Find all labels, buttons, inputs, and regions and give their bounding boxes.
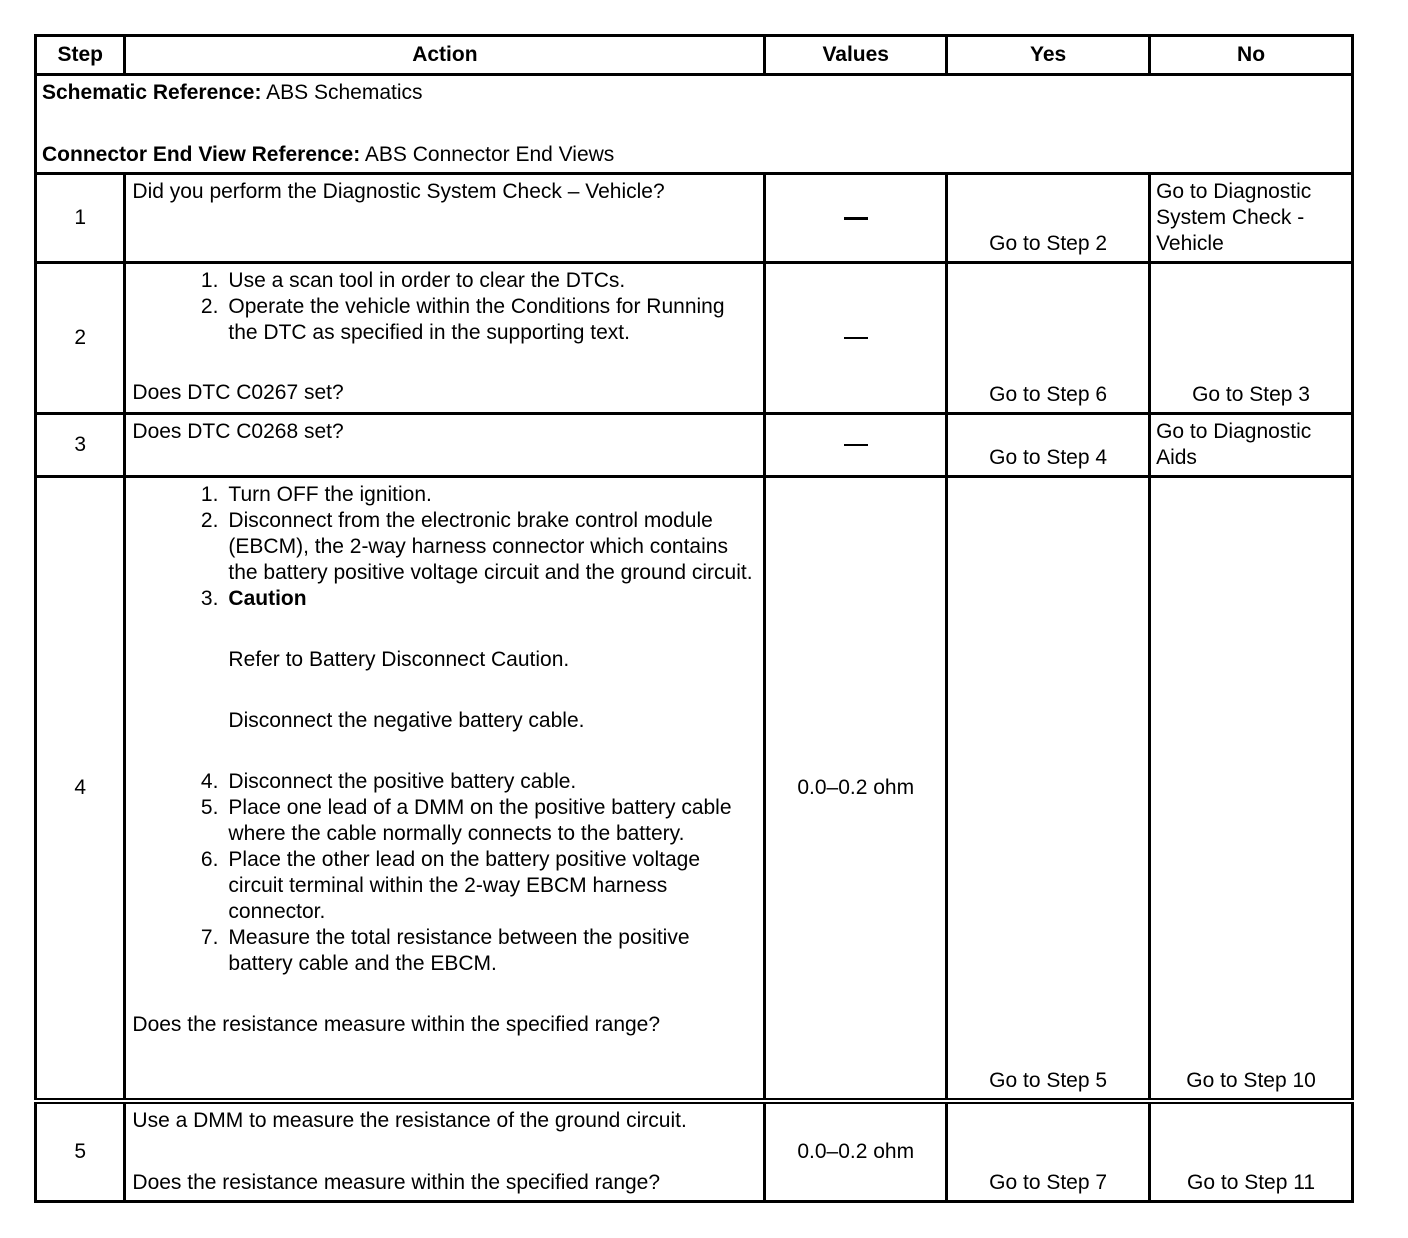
- values-cell: [765, 1101, 947, 1202]
- step-number: 1: [36, 174, 125, 263]
- yes-link[interactable]: Go to Step 5: [989, 1069, 1108, 1092]
- table-row: [36, 414, 1353, 477]
- no-link[interactable]: Go to Diagnostic System Check - Vehicle: [1156, 180, 1312, 255]
- step-number: 4: [36, 477, 125, 1102]
- yes-link[interactable]: Go to Step 7: [989, 1171, 1108, 1194]
- header-action: Action: [125, 36, 765, 75]
- schematic-reference-link[interactable]: ABS Schematics: [261, 81, 423, 104]
- list-item: [132, 925, 757, 977]
- schematic-reference: [42, 80, 1346, 106]
- list-item-text: Place the other lead on the battery positive voltage circuit terminal within the 2-way EBCM harness connector.: [228, 848, 701, 923]
- caution-label: Caution: [228, 587, 307, 610]
- caution-text[interactable]: Refer to Battery Disconnect Caution.: [228, 648, 570, 671]
- no-cell: [1150, 414, 1353, 477]
- list-item-text: Turn OFF the ignition.: [228, 483, 432, 506]
- step-number: 3: [36, 414, 125, 477]
- table-row: [36, 477, 1353, 1102]
- list-item-number: 1.: [200, 269, 219, 292]
- value-dash: [844, 217, 868, 220]
- schematic-reference-label: Schematic Reference:: [42, 81, 262, 104]
- no-link[interactable]: Go to Step 11: [1187, 1171, 1316, 1194]
- values-cell: [765, 263, 947, 414]
- table-row: [36, 1101, 1353, 1202]
- yes-cell: [947, 477, 1150, 1102]
- no-cell: [1150, 1101, 1353, 1202]
- action-question: Does the resistance measure within the specified range?: [132, 1171, 661, 1194]
- action-question: Did you perform the Diagnostic System Check – Vehicle?: [132, 180, 665, 203]
- list-item: [132, 769, 757, 795]
- reference-row: [36, 75, 1353, 174]
- action-question: Does the resistance measure within the specified range?: [132, 1013, 661, 1036]
- value-dash: [844, 444, 868, 446]
- value-text: 0.0–0.2 ohm: [797, 1140, 915, 1163]
- list-item: [132, 586, 757, 612]
- action-cell: [125, 1101, 765, 1202]
- yes-cell: [947, 414, 1150, 477]
- diagnostic-table: [34, 34, 1354, 1203]
- list-item: [132, 268, 757, 294]
- list-item-number: 7.: [200, 926, 219, 949]
- list-item-text: Place one lead of a DMM on the positive battery cable where the cable normally connects to the battery.: [228, 796, 732, 845]
- list-item: [132, 508, 757, 586]
- list-item-number: 5.: [200, 796, 219, 819]
- yes-cell: [947, 1101, 1150, 1202]
- step-number: 2: [36, 263, 125, 414]
- yes-cell: [947, 174, 1150, 263]
- action-instruction: Use a DMM to measure the resistance of the ground circuit.: [132, 1109, 687, 1132]
- no-cell: [1150, 263, 1353, 414]
- connector-reference-link[interactable]: ABS Connector End Views: [360, 143, 615, 166]
- action-list: [132, 769, 757, 977]
- values-cell: [765, 477, 947, 1102]
- list-item: [132, 847, 757, 925]
- header-values: Values: [765, 36, 947, 75]
- list-item-text: Disconnect from the electronic brake control module (EBCM), the 2-way harness connector which contains the battery positive voltage circuit and the ground circuit.: [228, 509, 753, 584]
- action-question: Does DTC C0267 set?: [132, 381, 344, 404]
- header-row: [36, 36, 1353, 75]
- values-cell: [765, 414, 947, 477]
- header-no: No: [1150, 36, 1353, 75]
- yes-cell: [947, 263, 1150, 414]
- list-item-text: Use a scan tool in order to clear the DTCs.: [228, 269, 626, 292]
- value-text: 0.0–0.2 ohm: [797, 776, 915, 799]
- action-cell: [125, 263, 765, 414]
- list-item-number: 2.: [200, 509, 219, 532]
- table-row: [36, 263, 1353, 414]
- list-item-number: 4.: [200, 770, 219, 793]
- reference-cell: [36, 75, 1353, 174]
- action-list: [132, 482, 757, 612]
- action-question: Does DTC C0268 set?: [132, 420, 344, 443]
- action-cell: [125, 414, 765, 477]
- no-link[interactable]: Go to Diagnostic Aids: [1156, 420, 1312, 469]
- list-item-number: 2.: [200, 295, 219, 318]
- no-cell: [1150, 174, 1353, 263]
- no-link[interactable]: Go to Step 3: [1192, 383, 1310, 406]
- list-item-number: 6.: [200, 848, 219, 871]
- list-item-text: Measure the total resistance between the positive battery cable and the EBCM.: [228, 926, 690, 975]
- no-cell: [1150, 477, 1353, 1102]
- list-item: [132, 795, 757, 847]
- values-cell: [765, 174, 947, 263]
- list-item-text: Operate the vehicle within the Conditions for Running the DTC as specified in the supporting text.: [228, 295, 725, 344]
- table-row: [36, 174, 1353, 263]
- yes-link[interactable]: Go to Step 4: [989, 446, 1108, 469]
- list-item-number: 3.: [200, 587, 219, 610]
- connector-reference: [42, 142, 1346, 168]
- step-number: 5: [36, 1101, 125, 1202]
- action-cell: [125, 477, 765, 1102]
- action-cell: [125, 174, 765, 263]
- no-link[interactable]: Go to Step 10: [1186, 1069, 1316, 1092]
- connector-reference-label: Connector End View Reference:: [42, 143, 361, 166]
- yes-link[interactable]: Go to Step 6: [989, 383, 1108, 406]
- list-item-number: 1.: [200, 483, 219, 506]
- header-yes: Yes: [947, 36, 1150, 75]
- list-item: [132, 294, 757, 346]
- action-list: [132, 268, 757, 346]
- list-item: [132, 482, 757, 508]
- list-item-text: Disconnect the positive battery cable.: [228, 770, 577, 793]
- caution-action: Disconnect the negative battery cable.: [228, 709, 585, 732]
- value-dash: [844, 337, 868, 339]
- yes-link[interactable]: Go to Step 2: [989, 232, 1108, 255]
- header-step: Step: [36, 36, 125, 75]
